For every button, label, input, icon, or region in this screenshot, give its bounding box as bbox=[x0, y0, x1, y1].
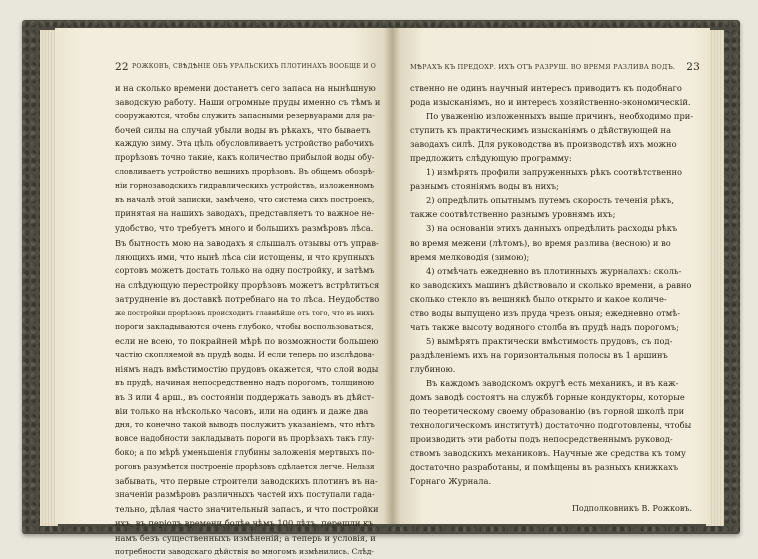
text-line: ляющихъ ими, что нынѣ лѣса сіи истощены, и что крупныхъ bbox=[115, 251, 375, 262]
text-line: раздѣленіемъ ихъ на горизонтальныя полосы въ 1 аршинъ bbox=[410, 349, 668, 360]
text-line: Горнаго Журнала. bbox=[410, 476, 492, 487]
text-line: разнымъ стояніямъ воды въ нихъ; bbox=[410, 181, 559, 192]
text-line: производить эти работы подъ непосредственнымъ руковод- bbox=[410, 434, 673, 445]
text-line: предложить слѣдующую программу: bbox=[410, 153, 572, 164]
text-line: ко заводскихъ машинъ дѣйствовало и сколько времени, а равно bbox=[410, 279, 692, 290]
text-line: ихъ, въ періодъ времени болѣе чѣмъ 100 лѣтъ, перешли къ bbox=[115, 518, 374, 529]
text-line: ніямъ надъ вмѣстимостію прудовъ окажется, что слой воды bbox=[115, 363, 379, 374]
left-page-number: 22 bbox=[115, 62, 129, 73]
text-line: ство воды выпущено изъ пруда чрезъ оныя; ежедневно отмѣ- bbox=[410, 307, 681, 318]
text-line: и на сколько времени достанетъ сего запаса на нынѣшную bbox=[115, 83, 376, 93]
text-line: въ началѣ этой записки, замѣчено, что система сихъ построекъ, bbox=[115, 195, 375, 205]
text-line: также соотвѣтственно разнымъ уровнямъ ихъ; bbox=[410, 209, 616, 220]
right-running-title: МѢРАХЪ КЪ ПРЕДОХР. ИХЪ ОТЪ РАЗРУШ. ВО ВРЕМЯ РАЗЛИВА ВОДЪ. bbox=[410, 63, 676, 71]
text-line: 4) отмѣчать ежедневно въ плотинныхъ журналахъ: сколь- bbox=[426, 265, 682, 276]
text-line: по теоретическому своему образованію (въ горной школѣ при bbox=[410, 406, 685, 417]
text-line: технологическомъ институтѣ) достаточно подготовлены, чтобы bbox=[410, 420, 692, 431]
text-line: боко; а по мѣрѣ уменьшенія глубины заложенія мертвыхъ по- bbox=[115, 448, 375, 458]
right-page-number: 23 bbox=[686, 62, 700, 73]
text-line: 2) опредѣлить опытнымъ путемъ скорость теченія рѣкъ, bbox=[426, 195, 674, 206]
text-line: ствомъ заводскихъ механиковъ. Научные же средства къ тому bbox=[410, 448, 686, 459]
text-line: каждую зиму. Эта цѣль обусловливаетъ устройство рабочихъ bbox=[115, 139, 374, 149]
text-line: удобство, что требуетъ много и большихъ размѣровъ лѣса. bbox=[115, 223, 374, 234]
text-line: Въ бытность мою на заводахъ я слышалъ отзывы отъ управ- bbox=[115, 237, 379, 248]
text-line: пороги закладываются очень глубоко, чтобы воспользоваться, bbox=[115, 321, 374, 331]
right-running-head bbox=[410, 62, 700, 74]
text-line: роговъ разумѣется построеніе прорѣзовъ сдѣлается легче. Нельзя bbox=[115, 462, 375, 472]
text-line: словливаетъ устройство вешнихъ прорѣзовъ. Въ общемъ обозрѣ- bbox=[115, 167, 375, 177]
text-line: тельно, дѣлая часто значительный запасъ, и что постройки bbox=[115, 504, 379, 515]
text-line: время мелководія (зимою); bbox=[410, 251, 530, 262]
text-line: прорѣзовъ точно такие, какъ количество прибылой воды обу- bbox=[115, 153, 375, 163]
text-line: 3) на основаніи этихъ данныхъ опредѣлить расходы рѣкъ bbox=[426, 223, 678, 234]
text-line: бочей силы на случай убыли воды въ рѣкахъ, что бываетъ bbox=[115, 125, 371, 136]
right-page-text bbox=[410, 81, 700, 516]
text-line: домъ заводѣ состоятъ на службѣ горные кондукторы, которые bbox=[410, 392, 685, 403]
signature: Подполковникъ В. Рожковъ. bbox=[571, 504, 692, 514]
text-line: рода изысканіямъ, но и интересъ хозяйственно-экономическій. bbox=[410, 97, 691, 108]
left-page-text bbox=[115, 81, 380, 559]
left-running-head bbox=[115, 62, 380, 74]
text-line: частію скопляемой въ прудѣ воды. И если теперь по изслѣдова- bbox=[115, 349, 375, 359]
text-line: потребности заводскаго дѣйствія во многомъ измѣнились. Слѣд- bbox=[115, 546, 374, 556]
text-line: значеніи размѣровъ различныхъ частей ихъ поступали гада- bbox=[115, 490, 375, 500]
text-line: глубиною. bbox=[410, 363, 456, 374]
text-line: заводахъ силѣ. Для руководства въ производствѣ ихъ можно bbox=[410, 139, 677, 150]
text-line: ступить къ практическимъ изысканіямъ о дѣйствующей на bbox=[410, 125, 672, 136]
text-line: дня, то конечно такой выводъ послужитъ указаніемъ, что нѣтъ bbox=[115, 420, 375, 430]
text-line: ственно не одинъ научный интересъ приводитъ къ подобнаго bbox=[410, 83, 682, 93]
book-gutter bbox=[384, 28, 400, 524]
text-line: принятая на нашихъ заводахъ, представляетъ то важное не- bbox=[115, 209, 375, 219]
text-line: на слѣдующую перестройку прорѣзовъ можетъ встрѣтиться bbox=[115, 279, 380, 290]
text-line: 1) измѣрять профили запруженныхъ рѣкъ соотвѣтственно bbox=[426, 167, 683, 178]
text-line: намъ безъ существенныхъ измѣненій; а теперь и условія, и bbox=[115, 532, 376, 543]
signature-spacer bbox=[410, 488, 700, 502]
text-line: въ прудѣ, начиная непосредственно надъ порогомъ, толщиною bbox=[115, 377, 375, 387]
text-line: вовсе надобности закладывать пороги въ прорѣзахъ такъ глу- bbox=[115, 434, 375, 444]
text-line: віи только на нѣсколько часовъ, или на одинъ и даже два bbox=[115, 406, 369, 417]
text-line: въ 3 или 4 арш., въ состояніи поддержать заводъ въ дѣйст- bbox=[115, 392, 375, 403]
text-line: если не всею, то покрайней мѣрѣ по возможности большею bbox=[115, 335, 379, 346]
left-running-title: РОЖКОВЪ, СВѢДѢНІЕ ОБЪ УРАЛЬСКИХЪ ПЛОТИНАХЪ ВООБЩЕ И О bbox=[132, 63, 377, 70]
text-line: затрудненіе въ доставкѣ потребнаго на то лѣса. Неудобство bbox=[115, 293, 380, 304]
text-line: забывать, что первые строители заводскихъ плотинъ въ на- bbox=[115, 476, 378, 487]
text-line: достаточно разработаны, и помѣщены въ разныхъ книжкахъ bbox=[410, 462, 679, 473]
text-line: Въ каждомъ заводскомъ округѣ есть механикъ, и въ каж- bbox=[426, 377, 679, 388]
text-line: ніи горнозаводскихъ гидравлическихъ устройствъ, изложенномъ bbox=[115, 181, 375, 191]
text-line: заводскую работу. Наши огромные пруды именно съ тѣмъ и bbox=[115, 97, 380, 108]
text-line: чать также высоту водяного столба въ прудѣ надъ порогомъ; bbox=[410, 321, 679, 332]
text-line: же постройки прорѣзовъ происходитъ главнѣйше отъ того, что въ нихъ bbox=[115, 308, 375, 317]
text-line: во время межени (лѣтомъ), во время разлива (весною) и во bbox=[410, 237, 671, 248]
text-line: По уваженію изложенныхъ выше причинъ, необходимо при- bbox=[426, 111, 694, 122]
text-line: сооружаются, чтобы служить запасными резервуарами для ра- bbox=[115, 111, 375, 121]
text-line: сколько стекло въ вешнякѣ было открыто и какое количе- bbox=[410, 293, 667, 304]
text-line: 5) вымѣрять практически вмѣстимость прудовъ, съ под- bbox=[426, 335, 673, 346]
text-line: сортовъ можетъ достать только на одну постройку, и затѣмъ bbox=[115, 265, 375, 275]
